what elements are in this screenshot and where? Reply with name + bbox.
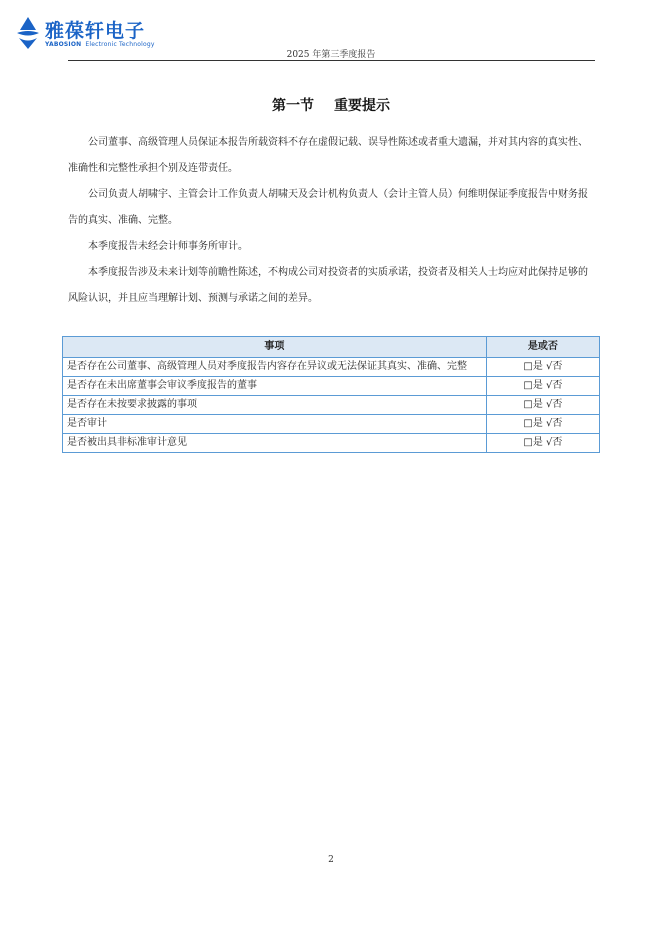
company-logo-tagline: Electronic Technology	[85, 41, 155, 48]
table-cell-item: 是否存在公司董事、高级管理人员对季度报告内容存在异议或无法保证其真实、准确、完整	[63, 358, 487, 377]
paragraph-forward-looking: 本季度报告涉及未来计划等前瞻性陈述，不构成公司对投资者的实质承诺，投资者及相关人士均应对此保持足够的风险认识，并且应当理解计划、预测与承诺之间的差异。	[68, 267, 588, 304]
company-logo-name: 雅葆轩电子	[45, 20, 146, 42]
page-number: 2	[328, 855, 334, 865]
table-cell-answer: □是 √否	[486, 434, 599, 453]
column-header-item: 事项	[63, 337, 487, 358]
company-logo-brand: YABOSION	[45, 41, 82, 48]
company-logo-icon	[15, 16, 41, 50]
header-divider	[68, 60, 595, 61]
section-heading	[0, 95, 662, 115]
table-cell-answer: □是 √否	[486, 358, 599, 377]
notice-paragraphs	[68, 130, 595, 312]
table-row	[63, 434, 600, 453]
table-row	[63, 358, 600, 377]
paragraph-responsible-persons: 公司负责人胡啸宇、主管会计工作负责人胡啸天及会计机构负责人（会计主管人员）何维明保证季度报告中财务报告的真实、准确、完整。	[68, 189, 588, 226]
table-cell-answer: □是 √否	[486, 396, 599, 415]
table-cell-answer: □是 √否	[486, 377, 599, 396]
table-cell-item: 是否被出具非标准审计意见	[63, 434, 487, 453]
paragraph-assurance: 公司董事、高级管理人员保证本报告所载资料不存在虚假记载、误导性陈述或者重大遗漏，并对其内容的真实性、准确性和完整性承担个别及连带责任。	[68, 137, 588, 174]
table-cell-item: 是否存在未出席董事会审议季度报告的董事	[63, 377, 487, 396]
section-title: 重要提示	[334, 98, 390, 114]
table-cell-answer: □是 √否	[486, 415, 599, 434]
paragraph-audit-status: 本季度报告未经会计师事务所审计。	[88, 241, 248, 252]
matters-table	[62, 336, 600, 453]
table-cell-item: 是否审计	[63, 415, 487, 434]
report-header-title: 2025 年第三季度报告	[286, 50, 376, 60]
section-label: 第一节	[272, 98, 314, 114]
table-cell-item: 是否存在未按要求披露的事项	[63, 396, 487, 415]
table-header-row	[63, 337, 600, 358]
column-header-yes-no: 是或否	[486, 337, 599, 358]
table-row	[63, 415, 600, 434]
table-row	[63, 396, 600, 415]
table-row	[63, 377, 600, 396]
